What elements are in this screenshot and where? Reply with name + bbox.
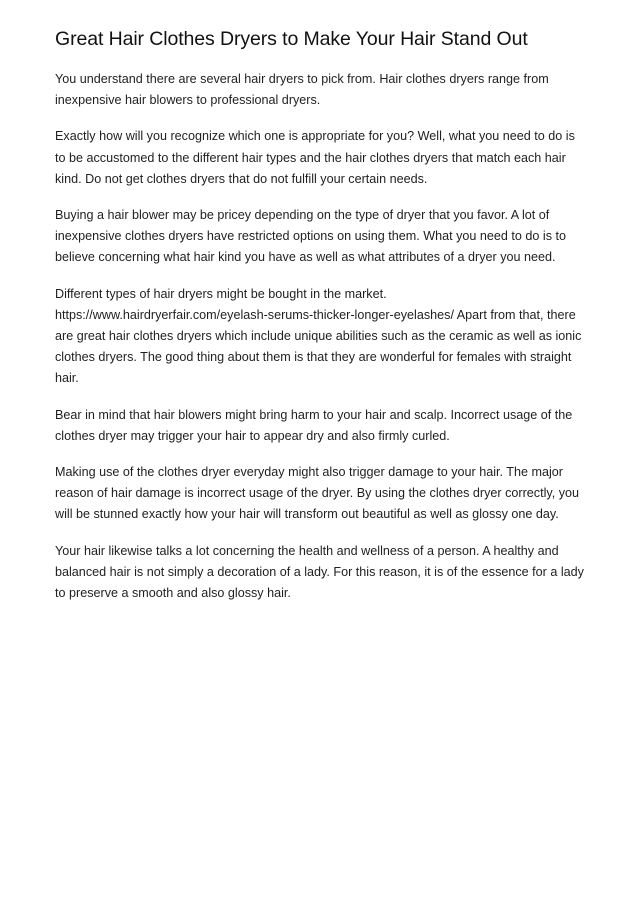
paragraph-6: Making use of the clothes dryer everyday might also trigger damage to your hair. The major reason of hair damage is incorrect usage of the dryer. By using the clothes dryer correctly, you will be stunned exactly how your hair will transform out beautiful as well as glossy one day.	[55, 465, 580, 522]
paragraph-7: Your hair likewise talks a lot concerning the health and wellness of a person. A healthy and balanced hair is not simply a decoration of a lady. For this reason, it is of the essence for a lady to preserve a smooth and also glossy hair.	[55, 543, 584, 601]
document-page	[55, 26, 587, 619]
paragraph-1: You understand there are several hair dryers to pick from. Hair clothes dryers range from inexpensive hair blowers to professional dryers.	[55, 72, 549, 108]
paragraph-5: Bear in mind that hair blowers might bring harm to your hair and scalp. Incorrect usage of the clothes dryer may trigger your hair to appear dry and also firmly curled.	[55, 407, 573, 443]
paragraph-3: Buying a hair blower may be pricey depending on the type of dryer that you favor. A lot of inexpensive clothes dryers have restricted options on using them. What you need to do is to believe concerning what hair kind you have as well as what attributes of a dryer you need.	[55, 208, 567, 265]
paragraph-4: Different types of hair dryers might be bought in the market. https://www.hairdryerfair.com/eyelash-serums-thicker-longer-eyelashes/ Apart from that, there are great hair clothes dryers which include unique abilities such as the ceramic as well as ionic clothes dryers. The good thing about them is that they are wonderful for females with straight hair.	[55, 286, 582, 386]
paragraph-2: Exactly how will you recognize which one is appropriate for you? Well, what you need to do is to be accustomed to the different hair types and the hair clothes dryers that match each hair kind. Do not get clothes dryers that do not fulfill your certain needs.	[55, 129, 575, 186]
page-title: Great Hair Clothes Dryers to Make Your Hair Stand Out	[55, 28, 528, 50]
